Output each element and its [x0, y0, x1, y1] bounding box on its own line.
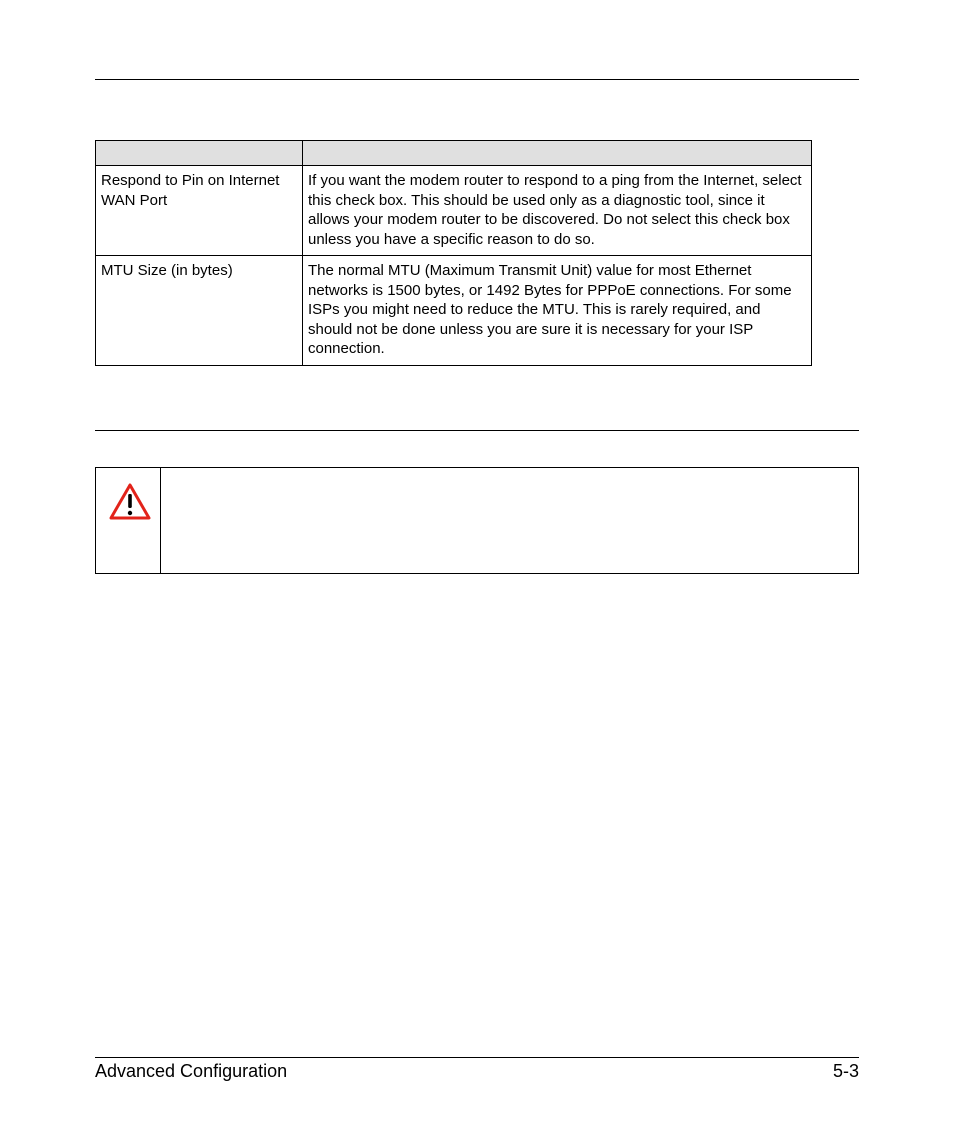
settings-table: [95, 140, 812, 366]
table-row: [96, 256, 812, 366]
setting-name: Respond to Pin on Internet WAN Port: [96, 166, 303, 256]
caution-icon-cell: [96, 468, 161, 573]
caution-box: [95, 467, 859, 574]
header-rule: [95, 79, 859, 80]
table-header-description: [303, 141, 812, 166]
table-header-row: [96, 141, 812, 166]
section-rule: [95, 430, 859, 431]
caution-text: [161, 468, 858, 573]
footer-chapter-title: Advanced Configuration: [95, 1061, 288, 1081]
warning-triangle-icon: [108, 482, 152, 522]
footer-page-number: 5-3: [832, 1061, 859, 1081]
footer-rule: [95, 1057, 859, 1058]
setting-name: MTU Size (in bytes): [96, 256, 303, 366]
table-header-setting: [96, 141, 303, 166]
setting-description: The normal MTU (Maximum Transmit Unit) value for most Ethernet networks is 1500 bytes, or 1492 Bytes for PPPoE connections. For some ISPs you might need to reduce the MTU. This is rarely required, and should not be done unless you are sure it is necessary for your ISP connection.: [303, 256, 812, 366]
table-row: [96, 166, 812, 256]
setting-description: If you want the modem router to respond to a ping from the Internet, select this check box. This should be used only as a diagnostic tool, since it allows your modem router to be discovered. Do not select this check box unless you have a specific reason to do so.: [303, 166, 812, 256]
